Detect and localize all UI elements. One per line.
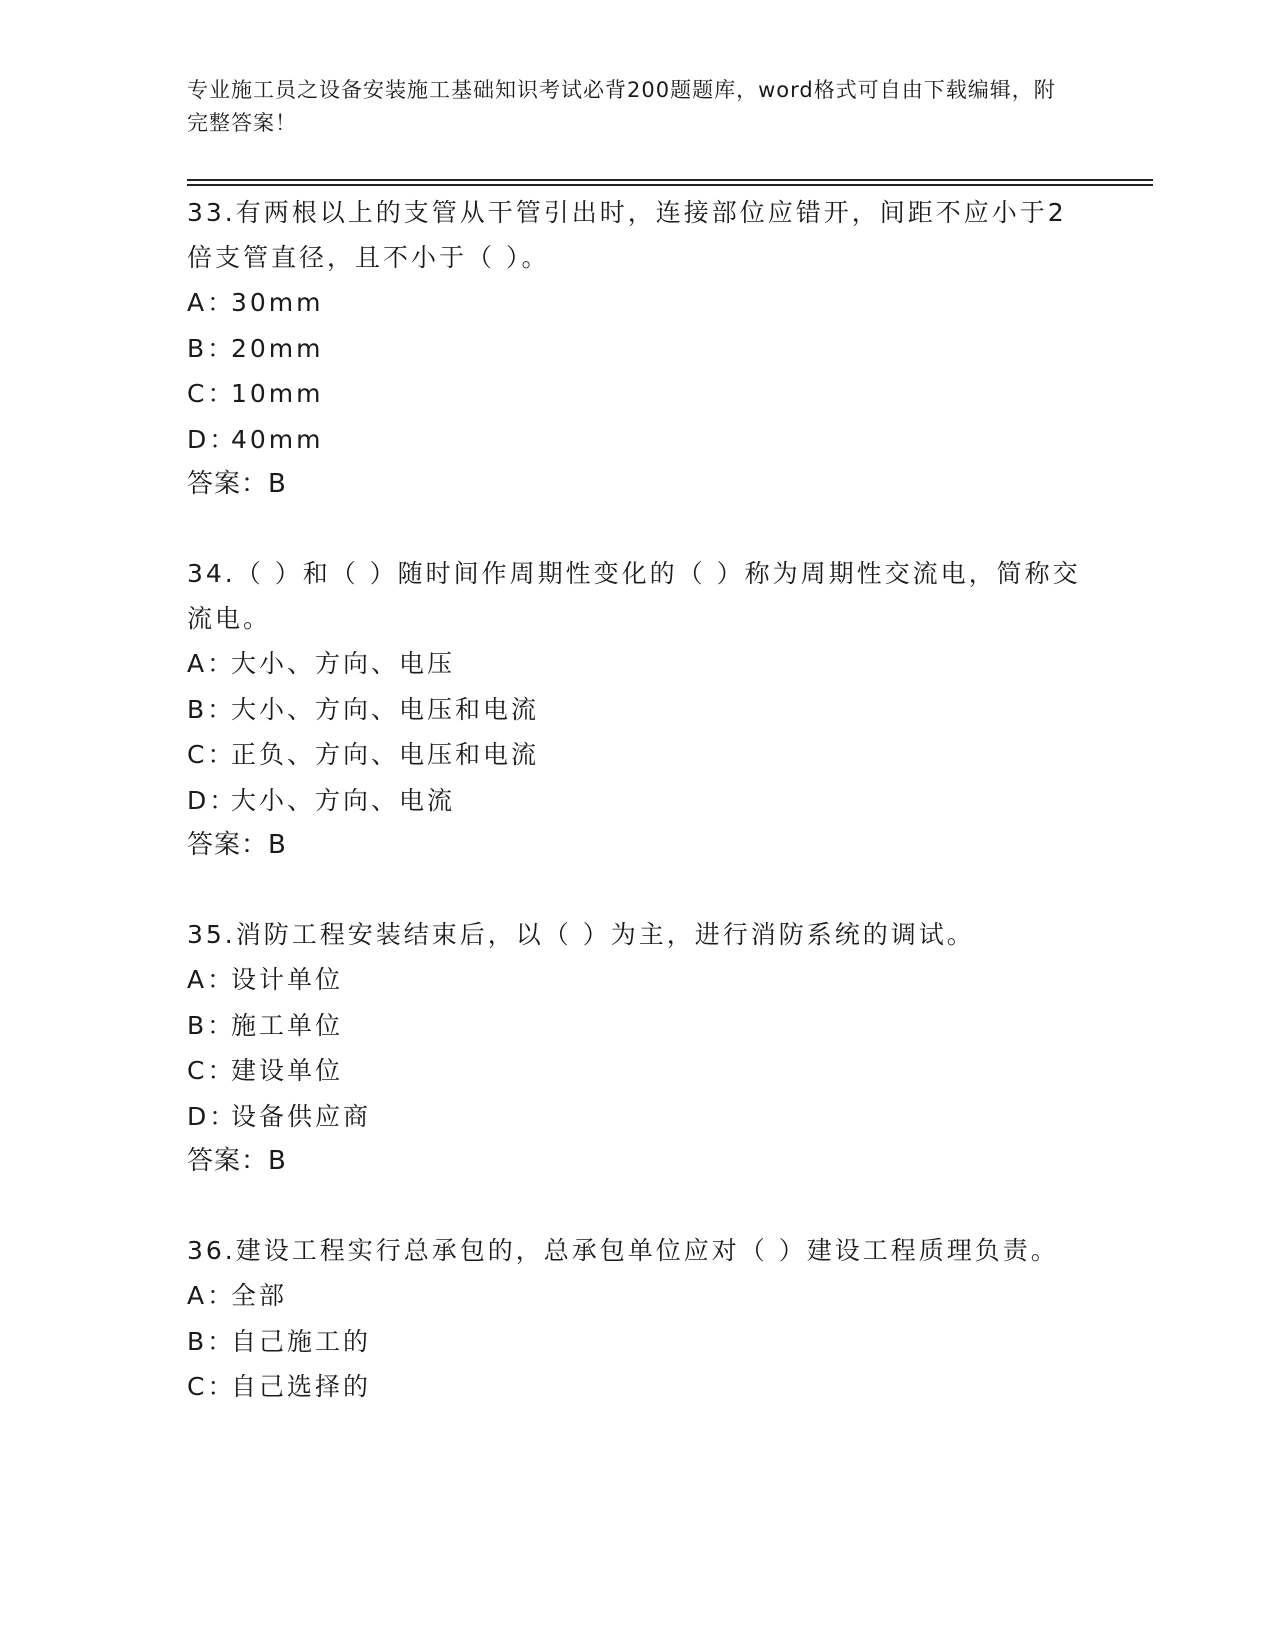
document-header: 专业施工员之设备安装施工基础知识考试必背200题题库，word格式可自由下载编辑，附完整答案！	[187, 78, 1056, 135]
option-key: B：	[187, 1326, 236, 1356]
option-value: 10mm	[231, 379, 324, 408]
option-a	[187, 957, 1087, 1003]
option-a	[187, 641, 1087, 687]
option-key: D：	[187, 424, 238, 454]
option-key: A：	[187, 965, 236, 994]
option-c	[187, 371, 1087, 417]
question-text: 36.建设工程实行总承包的，总承包单位应对（ ）建设工程质理负责。	[187, 1236, 1059, 1265]
option-value: 大小、方向、电压	[231, 649, 456, 678]
option-d	[187, 778, 1087, 824]
option-a	[187, 280, 1087, 326]
option-value: 建设单位	[231, 1056, 344, 1085]
answer-line: 答案：B	[187, 469, 287, 499]
option-a	[187, 1273, 1087, 1319]
option-b	[187, 326, 1087, 372]
option-key: C：	[187, 740, 236, 769]
option-value: 40mm	[231, 424, 324, 454]
answer-line: 答案：B	[187, 1146, 287, 1176]
option-value: 大小、方向、电压和电流	[231, 694, 540, 724]
option-value: 设计单位	[231, 965, 344, 994]
option-key: A：	[187, 649, 236, 678]
option-b	[187, 687, 1087, 733]
option-b	[187, 1319, 1087, 1365]
header-divider-bottom	[187, 184, 1153, 186]
option-c	[187, 732, 1087, 778]
option-key: D：	[187, 785, 238, 815]
question-35	[187, 910, 1087, 1184]
option-key: C：	[187, 1372, 236, 1401]
question-36	[187, 1226, 1087, 1410]
question-list	[187, 188, 1087, 1452]
option-value: 自己施工的	[231, 1326, 372, 1356]
option-key: C：	[187, 1056, 236, 1085]
option-key: A：	[187, 1281, 236, 1310]
question-text: 33.有两根以上的支管从干管引出时，连接部位应错开，间距不应小于2倍支管直径，且不小于（ ）。	[187, 198, 1067, 272]
option-key: D：	[187, 1101, 238, 1131]
header-divider-top	[187, 179, 1153, 181]
question-text: 35.消防工程安装结束后，以（ ）为主，进行消防系统的调试。	[187, 920, 975, 949]
question-text: 34.（ ）和（ ）随时间作周期性变化的（ ）称为周期性交流电，简称交流电。	[187, 559, 1081, 633]
question-34	[187, 549, 1087, 868]
option-value: 自己选择的	[231, 1372, 372, 1401]
option-c	[187, 1364, 1087, 1410]
option-key: A：	[187, 288, 236, 317]
option-key: B：	[187, 333, 236, 363]
option-d	[187, 1094, 1087, 1140]
option-value: 30mm	[231, 288, 324, 317]
option-key: B：	[187, 1010, 236, 1040]
option-d	[187, 417, 1087, 463]
option-value: 全部	[231, 1281, 288, 1310]
answer-line: 答案：B	[187, 830, 287, 860]
option-value: 施工单位	[231, 1010, 344, 1040]
option-key: C：	[187, 379, 236, 408]
option-value: 20mm	[231, 333, 324, 363]
option-value: 正负、方向、电压和电流	[231, 740, 540, 769]
option-value: 大小、方向、电流	[231, 785, 456, 815]
option-value: 设备供应商	[231, 1101, 372, 1131]
option-b	[187, 1003, 1087, 1049]
option-c	[187, 1048, 1087, 1094]
option-key: B：	[187, 694, 236, 724]
question-33	[187, 188, 1087, 507]
